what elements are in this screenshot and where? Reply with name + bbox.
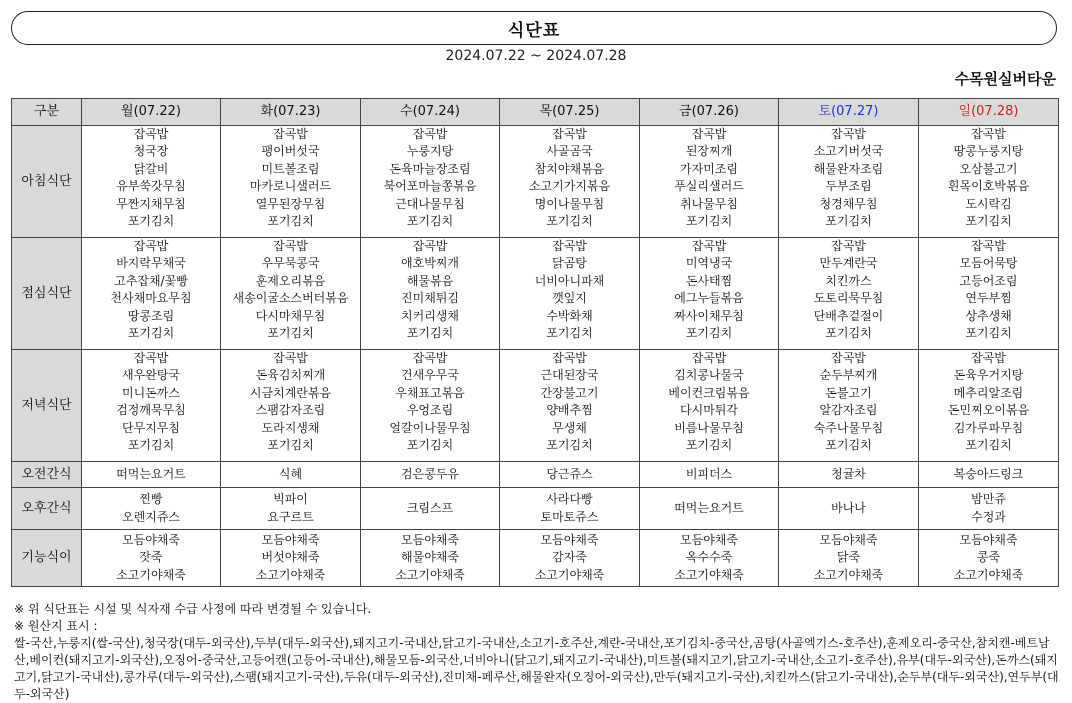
- menu-item: 포기김치: [546, 438, 593, 453]
- menu-item: 포기김치: [825, 438, 872, 453]
- menu-item: 베이컨크림볶음: [668, 385, 750, 400]
- meal-type-label: 아침식단: [12, 126, 82, 238]
- menu-item: 천사채마요무침: [110, 291, 192, 306]
- menu-item: 포기김치: [825, 326, 872, 341]
- menu-item: 잡곡밥: [273, 127, 308, 141]
- menu-item: 미니돈까스: [122, 385, 180, 400]
- menu-item: 도시락김: [965, 196, 1012, 211]
- menu-item: 포기김치: [965, 326, 1012, 341]
- menu-cell: [500, 126, 640, 238]
- menu-cell: [82, 488, 221, 530]
- menu-cell: [82, 350, 221, 462]
- menu-cell: [919, 238, 1059, 350]
- menu-item: 잡곡밥: [971, 351, 1006, 365]
- menu-item: 미역냉국: [685, 256, 733, 271]
- menu-item: 만두계란국: [819, 256, 878, 271]
- menu-item: 해물야채죽: [401, 550, 459, 565]
- menu-title-box: [11, 11, 1057, 45]
- menu-item: 잡곡밥: [133, 239, 169, 253]
- menu-item: 크림스프: [406, 500, 454, 515]
- menu-item: 밤만쥬: [971, 492, 1006, 507]
- menu-item: 돈육김치찌개: [255, 368, 326, 383]
- menu-item: 포기김치: [406, 214, 454, 229]
- menu-item: 누룽지탕: [406, 144, 454, 159]
- menu-cell: [919, 126, 1059, 238]
- menu-item: 요구르트: [267, 509, 314, 524]
- menu-cell: [221, 530, 361, 587]
- menu-item: 소고기야채죽: [953, 567, 1024, 582]
- menu-cell: [361, 488, 500, 530]
- menu-item: 소고기야채죽: [534, 567, 605, 582]
- menu-item: 해물볶음: [406, 273, 454, 288]
- menu-item: 에그누들볶음: [674, 291, 744, 306]
- menu-cell: [779, 126, 919, 238]
- menu-item: 북어포마늘쫑볶음: [383, 179, 477, 194]
- meal-row: [12, 462, 1059, 488]
- menu-item: 소고기야채죽: [255, 567, 326, 582]
- menu-cell: [82, 238, 221, 350]
- menu-cell: [500, 488, 640, 530]
- menu-item: 소고기버섯국: [813, 144, 884, 159]
- menu-item: 모듬야채죽: [819, 532, 878, 547]
- menu-item: 잡곡밥: [971, 127, 1006, 141]
- corner-header: 구분: [12, 99, 82, 126]
- meal-type-label: 저녁식단: [12, 350, 82, 462]
- menu-item: 마카로니샐러드: [249, 179, 332, 194]
- menu-item: 포기김치: [267, 438, 314, 453]
- menu-cell: [779, 462, 919, 488]
- menu-cell: [361, 350, 500, 462]
- menu-cell: [82, 126, 221, 238]
- menu-item: 포기김치: [406, 326, 454, 341]
- menu-item: 식혜: [278, 466, 303, 481]
- menu-item: 우채표고볶음: [395, 385, 465, 400]
- menu-item: 참치야채볶음: [534, 161, 605, 176]
- menu-item: 양배추찜: [546, 403, 593, 418]
- menu-item: 두부조림: [825, 179, 872, 194]
- menu-item: 복숭아드링크: [953, 466, 1024, 481]
- menu-item: 소고기야채죽: [674, 567, 744, 582]
- menu-item: 수박화채: [546, 308, 593, 323]
- menu-item: 사골곰국: [546, 144, 593, 159]
- meal-type-label: 점심식단: [12, 238, 82, 350]
- menu-item: 연두부찜: [965, 291, 1012, 306]
- menu-cell: [779, 350, 919, 462]
- menu-item: 콩죽: [976, 550, 1001, 565]
- menu-item: 순두부찌개: [819, 368, 878, 383]
- day-header-wed: 수(07.24): [361, 99, 500, 126]
- menu-cell: [221, 462, 361, 488]
- meal-type-label: 기능식이: [12, 530, 82, 587]
- menu-item: 잣죽: [139, 550, 163, 565]
- menu-item: 너비아니파채: [534, 273, 605, 288]
- menu-cell: [640, 238, 779, 350]
- menu-item: 취나물무침: [680, 196, 738, 211]
- menu-item: 소고기야채죽: [116, 567, 186, 582]
- origin-title: ※ 원산지 표시 :: [14, 619, 98, 633]
- menu-item: 닭곰탕: [552, 256, 587, 271]
- menu-item: 감자죽: [552, 550, 587, 565]
- menu-cell: [919, 488, 1059, 530]
- menu-item: 소고기야채죽: [395, 567, 465, 582]
- menu-item: 돈사태찜: [685, 273, 733, 288]
- menu-item: 잡곡밥: [831, 351, 866, 365]
- menu-cell: [919, 350, 1059, 462]
- menu-item: 포기김치: [685, 438, 733, 453]
- menu-item: 포기김치: [965, 214, 1012, 229]
- facility-name: 수목원실버타운: [954, 70, 1056, 88]
- menu-item: 검정깨묵무침: [116, 403, 186, 418]
- menu-item: 다시마튀각: [680, 403, 738, 418]
- menu-item: 근대나물무침: [395, 196, 465, 211]
- menu-item: 우엉조림: [406, 403, 454, 418]
- header-row: [12, 99, 1059, 126]
- menu-item: 소고기야채죽: [813, 567, 884, 582]
- menu-item: 떠먹는요거트: [674, 500, 744, 515]
- menu-item: 빅파이: [273, 492, 308, 507]
- menu-item: 잡곡밥: [831, 127, 866, 141]
- menu-cell: [82, 530, 221, 587]
- menu-item: 포기김치: [127, 438, 175, 453]
- menu-item: 얼갈이나물무침: [389, 420, 471, 435]
- menu-item: 토마토쥬스: [540, 509, 599, 524]
- menu-item: 새송이굴소스버터볶음: [232, 291, 349, 306]
- menu-item: 포기김치: [406, 438, 454, 453]
- menu-cell: [640, 462, 779, 488]
- menu-item: 단무지무침: [122, 420, 180, 435]
- menu-item: 잡곡밥: [691, 239, 727, 253]
- date-range: 2024.07.22 ~ 2024.07.28: [445, 48, 627, 64]
- menu-item: 옥수수죽: [685, 550, 733, 565]
- menu-cell: [640, 126, 779, 238]
- menu-cell: [500, 350, 640, 462]
- menu-cell: [919, 530, 1059, 587]
- menu-item: 잡곡밥: [552, 239, 587, 253]
- menu-item: 소고기가지볶음: [528, 179, 611, 194]
- menu-item: 스팸감자조림: [255, 403, 326, 418]
- menu-item: 포기김치: [685, 214, 733, 229]
- menu-item: 무생채: [552, 420, 587, 435]
- menu-item: 청경채무침: [819, 196, 878, 211]
- menu-item: 찐빵: [139, 492, 163, 507]
- change-notice: ※ 위 식단표는 시설 및 식자재 수급 사정에 따라 변경될 수 있습니다.: [14, 602, 372, 616]
- menu-cell: [779, 530, 919, 587]
- menu-item: 포기김치: [965, 438, 1012, 453]
- menu-item: 잡곡밥: [552, 351, 587, 365]
- meal-row: [12, 126, 1059, 238]
- menu-item: 비피더스: [685, 466, 733, 481]
- menu-item: 도라지생채: [261, 420, 320, 435]
- menu-item: 검은콩두유: [401, 466, 459, 481]
- menu-item: 오렌지쥬스: [122, 509, 180, 524]
- menu-item: 알감자조림: [819, 403, 878, 418]
- menu-cell: [361, 126, 500, 238]
- menu-item: 잡곡밥: [412, 351, 448, 365]
- meal-type-label: 오후간식: [12, 488, 82, 530]
- menu-item: 고등어조림: [959, 273, 1018, 288]
- menu-cell: [82, 462, 221, 488]
- menu-item: 된장찌개: [685, 144, 733, 159]
- menu-cell: [221, 238, 361, 350]
- menu-item: 무짠지채무침: [116, 196, 186, 211]
- menu-item: 모듬야채죽: [680, 532, 738, 547]
- menu-cell: [919, 462, 1059, 488]
- menu-item: 근대된장국: [540, 368, 599, 383]
- meal-row: [12, 238, 1059, 350]
- menu-item: 가자미조림: [680, 161, 738, 176]
- menu-item: 우무묵콩국: [261, 256, 320, 271]
- menu-item: 잡곡밥: [552, 127, 587, 141]
- menu-item: 흰목이호박볶음: [947, 179, 1030, 194]
- menu-item: 잡곡밥: [831, 239, 866, 253]
- menu-item: 모듬야채죽: [540, 532, 599, 547]
- menu-item: 버섯야채죽: [261, 550, 320, 565]
- menu-item: 고추잡채/꽃빵: [114, 273, 188, 288]
- menu-item: 닭갈비: [133, 161, 169, 176]
- menu-item: 모듬야채죽: [122, 532, 180, 547]
- menu-item: 포기김치: [127, 326, 175, 341]
- menu-item: 훈제오리볶음: [255, 273, 326, 288]
- menu-cell: [361, 462, 500, 488]
- menu-item: 미트볼조림: [261, 161, 320, 176]
- menu-cell: [779, 488, 919, 530]
- meal-row: [12, 350, 1059, 462]
- day-header-thu: 목(07.25): [500, 99, 640, 126]
- menu-item: 청귤차: [831, 466, 866, 481]
- menu-item: 해물완자조림: [813, 161, 884, 176]
- menu-item: 깻잎지: [552, 291, 587, 306]
- menu-item: 모듬야채죽: [959, 532, 1018, 547]
- menu-item: 닭죽: [836, 550, 861, 565]
- menu-item: 포기김치: [267, 326, 314, 341]
- menu-item: 상추생채: [965, 308, 1012, 323]
- menu-item: 잡곡밥: [273, 351, 308, 365]
- menu-item: 돈육우거지탕: [953, 368, 1024, 383]
- menu-item: 치커리생채: [401, 308, 459, 323]
- menu-item: 진미채튀김: [401, 291, 459, 306]
- menu-item: 당근쥬스: [546, 466, 593, 481]
- day-header-mon: 월(07.22): [82, 99, 221, 126]
- menu-item: 팽이버섯국: [261, 144, 320, 159]
- menu-item: 열무된장무침: [255, 196, 326, 211]
- menu-cell: [221, 126, 361, 238]
- menu-item: 돈불고기: [825, 385, 872, 400]
- menu-item: 건새우무국: [401, 368, 459, 383]
- menu-item: 떠먹는요거트: [116, 466, 186, 481]
- menu-item: 포기김치: [267, 214, 314, 229]
- day-header-fri: 금(07.26): [640, 99, 779, 126]
- day-header-tue: 화(07.23): [221, 99, 361, 126]
- menu-item: 포기김치: [685, 326, 733, 341]
- day-header-sat: 토(07.27): [779, 99, 919, 126]
- menu-item: 명이나물무침: [534, 196, 605, 211]
- menu-item: 비름나물무침: [674, 420, 744, 435]
- menu-item: 모듬야채죽: [261, 532, 320, 547]
- menu-item: 수정과: [971, 509, 1006, 524]
- menu-cell: [500, 238, 640, 350]
- menu-item: 새우완탕국: [122, 368, 180, 383]
- menu-item: 모듬야채죽: [401, 532, 459, 547]
- menu-item: 포기김치: [546, 214, 593, 229]
- menu-item: 포기김치: [825, 214, 872, 229]
- menu-item: 잡곡밥: [133, 351, 169, 365]
- menu-item: 잡곡밥: [133, 127, 169, 141]
- menu-item: 돈민찌오이볶음: [947, 403, 1030, 418]
- menu-item: 짜사이채무침: [674, 308, 744, 323]
- menu-item: 간장불고기: [540, 385, 599, 400]
- menu-item: 김치콩나물국: [674, 368, 744, 383]
- weekly-menu-table: [11, 98, 1059, 587]
- menu-item: 도토리묵무침: [813, 291, 884, 306]
- menu-item: 다시마채무침: [255, 308, 326, 323]
- menu-item: 오삼불고기: [959, 161, 1018, 176]
- menu-item: 잡곡밥: [691, 127, 727, 141]
- origin-body: 쌀-국산,누룽지(쌀-국산),청국장(대두-외국산),두부(대두-외국산),돼지고기-국내산,닭고기-국내산,소고기-호주산,계란-국내산,포기김치-중국산,곰탕(사골엑기스-호주산),훈제오리-중국산,참치캔-베트남산,베이컨(돼지고기-외국산),오징어-중국산,고등어캔(고등어-국내산),해물모듬-외국산,너비아니(닭고기,돼지고기-국내산),미트볼(돼지고기,닭고기-국내산,소고기-호주산),유부(대두-외국산),돈까스(돼지고기,닭고기-국내산),콩가루(대두-외국산),스팸(돼지고기-국산),두유(대두-외국산),진미채-페루산,해물완자(오징어-외국산),만두(돼지고기-국산),치킨까스(닭고기-국내산),순두부(대두-외국산),연두부(대두-외국산): [14, 636, 1059, 701]
- menu-item: 푸실리샐러드: [674, 179, 744, 194]
- meal-row: [12, 488, 1059, 530]
- menu-item: 사라다빵: [546, 492, 593, 507]
- menu-item: 바지락무채국: [116, 256, 186, 271]
- menu-cell: [500, 462, 640, 488]
- menu-body: [12, 126, 1059, 587]
- notes-section: [14, 601, 1060, 703]
- menu-item: 애호박찌개: [401, 256, 459, 271]
- menu-item: 유부쑥갓무침: [116, 179, 186, 194]
- menu-item: 바나나: [831, 500, 866, 515]
- menu-item: 시금치계란볶음: [249, 385, 332, 400]
- menu-item: 김가루파무침: [953, 420, 1024, 435]
- menu-cell: [640, 488, 779, 530]
- menu-item: 모듬어묵탕: [959, 256, 1018, 271]
- menu-item: 숙주나물무침: [813, 420, 884, 435]
- meal-type-label: 오전간식: [12, 462, 82, 488]
- menu-item: 잡곡밥: [412, 239, 448, 253]
- menu-item: 잡곡밥: [412, 127, 448, 141]
- menu-item: 잡곡밥: [691, 351, 727, 365]
- day-header-sun: 일(07.28): [919, 99, 1059, 126]
- menu-item: 단배추겉절이: [813, 308, 884, 323]
- menu-item: 땅콩조림: [127, 308, 175, 323]
- menu-cell: [500, 530, 640, 587]
- menu-item: 치킨까스: [825, 273, 872, 288]
- menu-cell: [361, 530, 500, 587]
- menu-cell: [221, 488, 361, 530]
- menu-cell: [779, 238, 919, 350]
- meal-row: [12, 530, 1059, 587]
- menu-item: 잡곡밥: [273, 239, 308, 253]
- menu-item: 잡곡밥: [971, 239, 1006, 253]
- menu-item: 청국장: [133, 144, 169, 159]
- menu-item: 포기김치: [127, 214, 175, 229]
- menu-cell: [221, 350, 361, 462]
- menu-item: 땅콩누룽지탕: [953, 144, 1024, 159]
- menu-item: 포기김치: [546, 326, 593, 341]
- menu-cell: [640, 530, 779, 587]
- menu-cell: [640, 350, 779, 462]
- menu-item: 돈육마늘장조림: [389, 161, 471, 176]
- menu-cell: [361, 238, 500, 350]
- page-title: 식단표: [507, 20, 561, 41]
- menu-item: 메추리알조림: [953, 385, 1024, 400]
